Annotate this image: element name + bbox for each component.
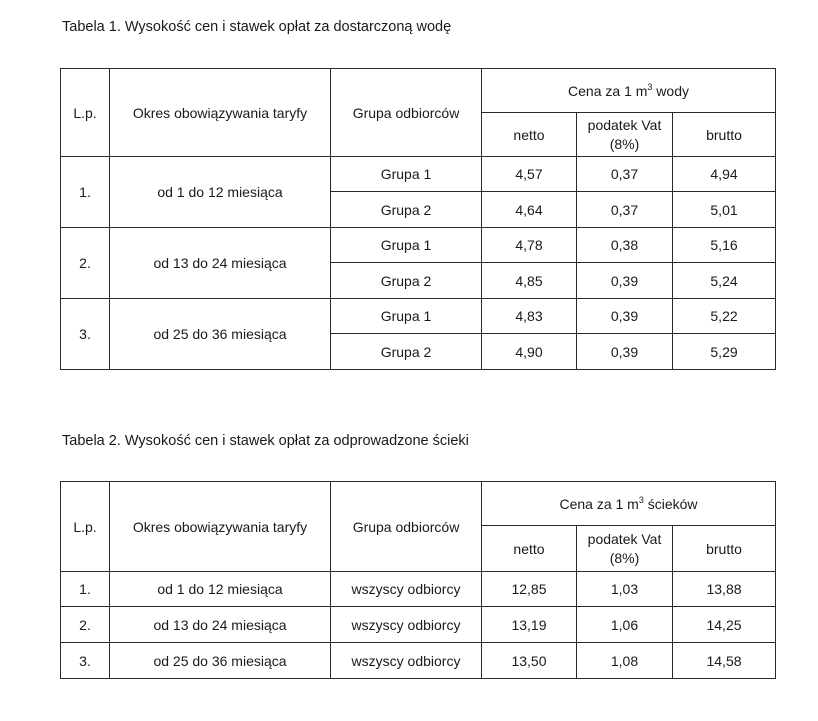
header-brutto: brutto (673, 113, 776, 157)
cell-brutto: 13,88 (673, 572, 776, 607)
cell-netto: 13,19 (482, 607, 577, 643)
header-vat: podatek Vat (8%) (577, 526, 673, 572)
cell-vat: 0,39 (577, 299, 673, 334)
header-cena: Cena za 1 $m^3$ wody (482, 69, 776, 113)
cell-brutto: 5,16 (673, 228, 776, 263)
cell-netto: 4,64 (482, 192, 577, 228)
table2-caption: Tabela 2. Wysokość cen i stawek opłat za odprowadzone ścieki (62, 433, 469, 449)
header-netto: netto (482, 526, 577, 572)
cell-netto: 4,57 (482, 157, 577, 192)
cell-vat: 0,39 (577, 334, 673, 370)
cell-netto: 13,50 (482, 643, 577, 679)
header-grupa: Grupa odbiorców (331, 69, 482, 157)
cell-lp: 2. (61, 228, 110, 299)
cell-vat: 0,39 (577, 263, 673, 299)
cell-netto: 4,83 (482, 299, 577, 334)
cell-brutto: 5,22 (673, 299, 776, 334)
cell-okres: od 1 do 12 miesiąca (110, 572, 331, 607)
header-lp: L.p. (61, 69, 110, 157)
cell-grupa: wszyscy odbiorcy (331, 607, 482, 643)
cell-netto: 4,85 (482, 263, 577, 299)
header-grupa: Grupa odbiorców (331, 482, 482, 572)
cell-brutto: 14,58 (673, 643, 776, 679)
cell-netto: 12,85 (482, 572, 577, 607)
table1-caption: Tabela 1. Wysokość cen i stawek opłat za dostarczoną wodę (62, 19, 452, 35)
header-brutto: brutto (673, 526, 776, 572)
cell-okres: od 1 do 12 miesiąca (110, 157, 331, 228)
cell-lp: 1. (61, 157, 110, 228)
cell-vat: 1,06 (577, 607, 673, 643)
cell-okres: od 25 do 36 miesiąca (110, 643, 331, 679)
header-lp: L.p. (61, 482, 110, 572)
cell-vat: 1,08 (577, 643, 673, 679)
cell-grupa: wszyscy odbiorcy (331, 643, 482, 679)
cell-lp: 1. (61, 572, 110, 607)
cell-grupa: Grupa 2 (331, 192, 482, 228)
cell-brutto: 5,24 (673, 263, 776, 299)
water-price-table (60, 68, 776, 370)
header-okres: Okres obowiązywania taryfy (110, 69, 331, 157)
cell-netto: 4,90 (482, 334, 577, 370)
header-vat: podatek Vat (8%) (577, 113, 673, 157)
cell-lp: 3. (61, 299, 110, 370)
cell-okres: od 13 do 24 miesiąca (110, 228, 331, 299)
cell-grupa: Grupa 1 (331, 228, 482, 263)
cell-grupa: Grupa 1 (331, 157, 482, 192)
cell-vat: 1,03 (577, 572, 673, 607)
cell-grupa: Grupa 1 (331, 299, 482, 334)
cell-netto: 4,78 (482, 228, 577, 263)
cell-brutto: 5,01 (673, 192, 776, 228)
sewage-price-table (60, 481, 776, 679)
cell-okres: od 13 do 24 miesiąca (110, 607, 331, 643)
header-cena: Cena za 1 $m^3$ ścieków (482, 482, 776, 526)
header-netto: netto (482, 113, 577, 157)
cell-brutto: 4,94 (673, 157, 776, 192)
cell-lp: 2. (61, 607, 110, 643)
cell-lp: 3. (61, 643, 110, 679)
cell-grupa: Grupa 2 (331, 334, 482, 370)
cell-grupa: Grupa 2 (331, 263, 482, 299)
cell-brutto: 14,25 (673, 607, 776, 643)
cell-brutto: 5,29 (673, 334, 776, 370)
cell-vat: 0,38 (577, 228, 673, 263)
cell-okres: od 25 do 36 miesiąca (110, 299, 331, 370)
cell-vat: 0,37 (577, 192, 673, 228)
cell-vat: 0,37 (577, 157, 673, 192)
header-okres: Okres obowiązywania taryfy (110, 482, 331, 572)
cell-grupa: wszyscy odbiorcy (331, 572, 482, 607)
